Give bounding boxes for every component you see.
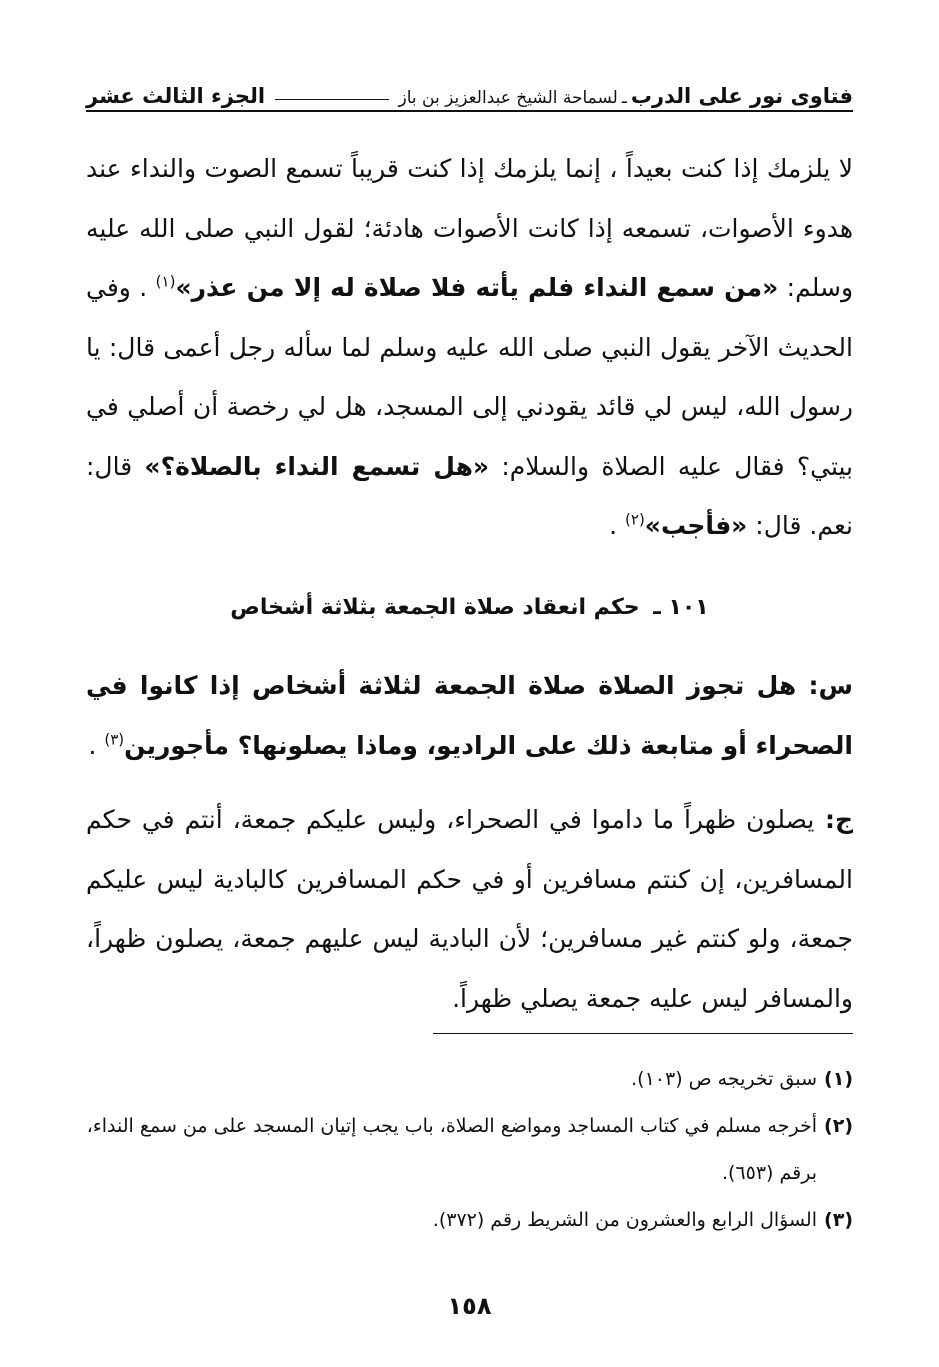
footnote-3 <box>86 1197 853 1244</box>
answer-text: يصلون ظهراً ما داموا في الصحراء، وليس عليكم جمعة، أنتم في حكم المسافرين، إن كنتم مسافرين أو في حكم المسافرين كالبادية ليس عليكم جمعة، ولو كنتم غير مسافرين؛ لأن البادية ليس عليهم جمعة، يصلون ظهراً، والمسافر ليس عليه جمعة يصلي ظهراً. <box>86 805 853 1013</box>
footnote-ref-1: (١) <box>155 272 176 291</box>
section-heading <box>86 588 853 628</box>
intro-reply: قال: نعم. قال: <box>86 451 853 540</box>
question-label: س: <box>796 671 854 700</box>
section-number: ١٠١ ـ <box>653 595 709 620</box>
volume-label: الجزء الثالث عشر <box>86 84 266 108</box>
header-dash-line <box>275 99 388 100</box>
footnotes <box>86 1056 853 1244</box>
footnote-text: السؤال الرابع والعشرون من الشريط رقم (٣٧٢). <box>432 1209 817 1231</box>
book-title: فتاوى نور على الدرب <box>630 84 853 108</box>
footnote-ref-2: (٢) <box>625 510 645 529</box>
page-number: ١٥٨ <box>447 1292 492 1320</box>
footnote-text: أخرجه مسلم في كتاب المساجد ومواضع الصلاة، باب يجب إتيان المسجد على من سمع النداء، برقم (٦٥٣). <box>86 1115 817 1184</box>
question-end: . <box>88 730 105 760</box>
intro-continuation: . وفي الحديث الآخر يقول النبي صلى الله عليه وسلم لما سأله رجل أعمى قال: يا رسول الله، ليس لي قائد يقودني إلى المسجد، هل لي رخصة أن أصلي في بيتي؟ فقال عليه الصلاة والسلام: <box>86 273 854 481</box>
header-separator: ـ <box>621 88 627 108</box>
section-title: حكم انعقاد صلاة الجمعة بثلاثة أشخاص <box>230 595 640 620</box>
running-header <box>86 74 853 108</box>
header-rule <box>86 110 853 112</box>
intro-line-1: لا يلزمك إذا كنت بعيداً ، إنما يلزمك إذا كنت قريباً تسمع الصوت والنداء <box>130 154 853 183</box>
intro-end: . <box>609 511 626 540</box>
footnote-2 <box>86 1103 853 1197</box>
answer-label: ج: <box>814 805 853 834</box>
author-line: لسماحة الشيخ عبدالعزيز بن باز <box>398 88 618 108</box>
hadith-quote-1: «من سمع النداء فلم يأته فلا صلاة له إلا من عذر» <box>175 273 779 302</box>
question-text: هل تجوز الصلاة صلاة الجمعة لثلاثة أشخاص إذا كانوا في الصحراء أو متابعة ذلك على الراديو، وماذا يصلونها؟ مأجورين <box>86 671 853 760</box>
intro-line-2: عند هدوء الأصوات، تسمعه إذا كانت الأصوات هادئة؛ لقول النبي <box>86 154 853 243</box>
footnote-1 <box>86 1056 853 1103</box>
intro-paragraph <box>86 139 853 556</box>
question-paragraph <box>86 656 853 775</box>
footnote-text: سبق تخريجه ص (١٠٣). <box>631 1068 817 1090</box>
hadith-quote-2: «هل تسمع النداء بالصلاة؟» <box>144 451 490 481</box>
footnote-ref-3: (٣) <box>104 730 125 749</box>
footnote-number: (١) <box>824 1068 853 1090</box>
intro-line-3: صلى الله عليه وسلم: <box>86 213 854 302</box>
footnote-rule <box>433 1033 853 1034</box>
footnote-number: (٢) <box>824 1115 853 1137</box>
answer-paragraph <box>86 790 853 1028</box>
footnote-number: (٣) <box>824 1209 853 1231</box>
hadith-quote-3: «فأجب» <box>644 511 748 540</box>
